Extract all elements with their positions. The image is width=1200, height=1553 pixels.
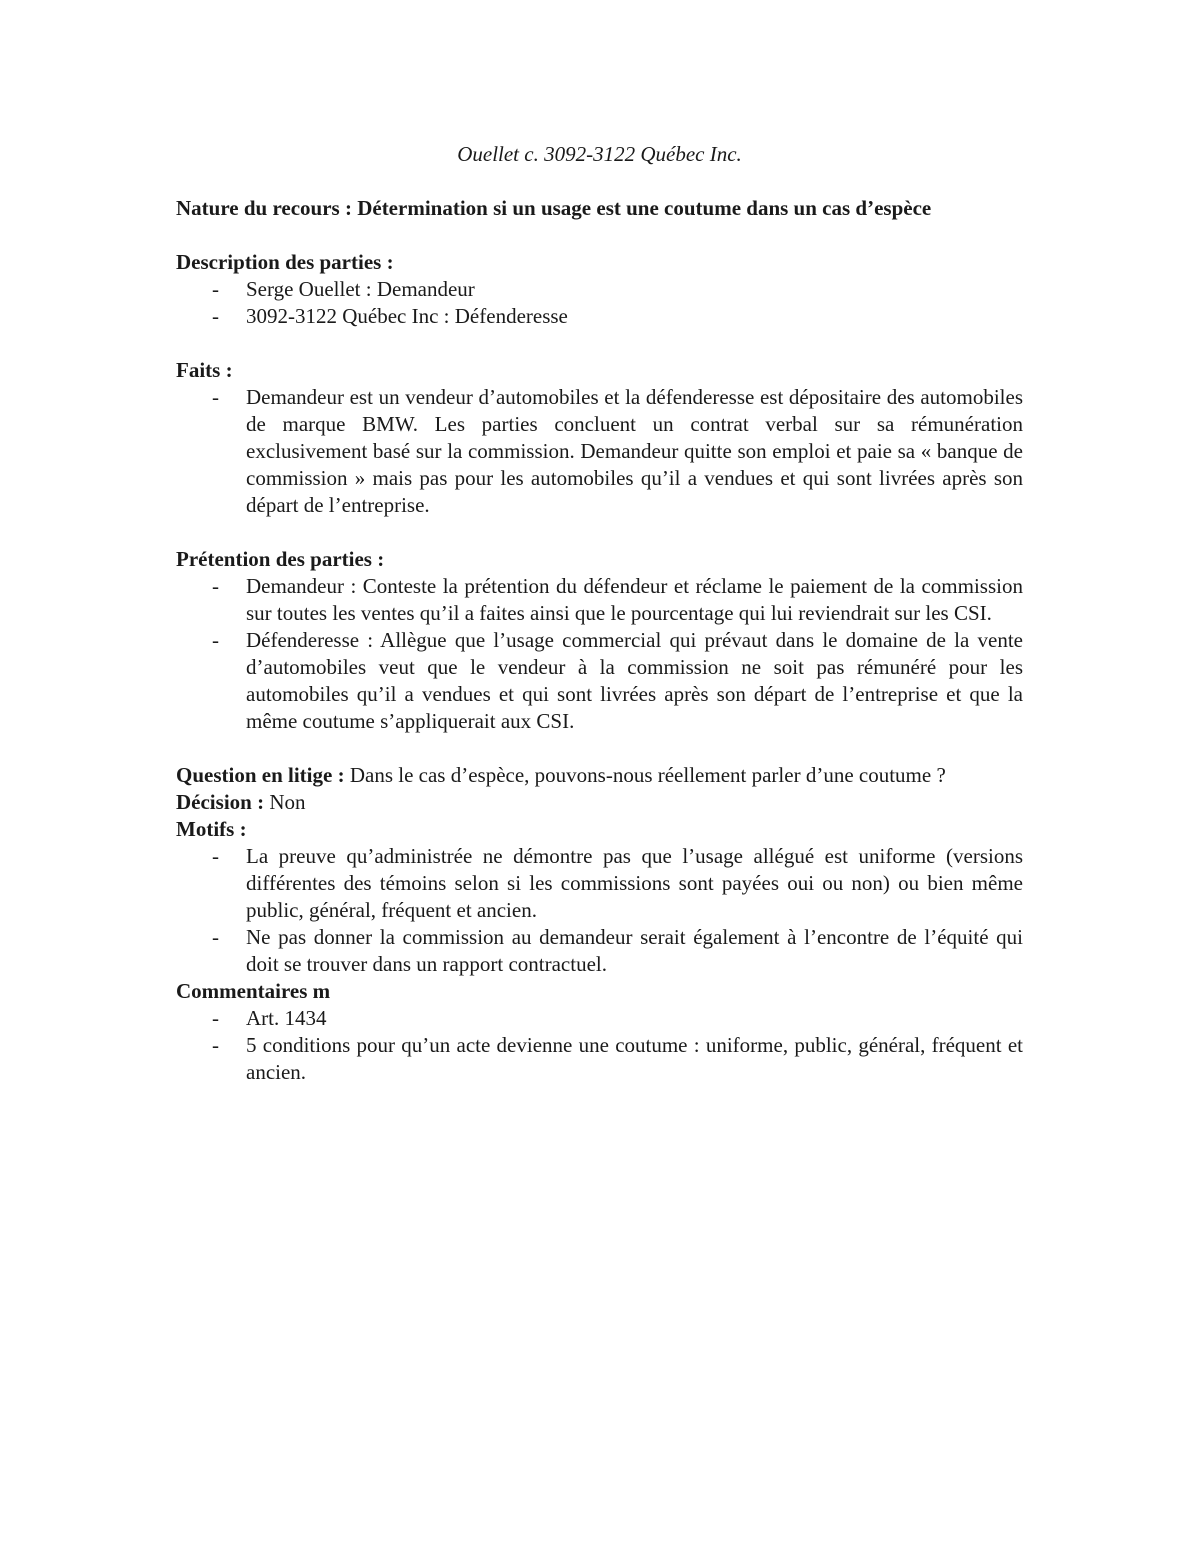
dash-bullet: - (212, 844, 219, 868)
list-item (176, 627, 1023, 735)
section-motifs (176, 816, 1023, 978)
question-text: Dans le cas d’espèce, pouvons-nous réellement parler d’une coutume ? (344, 763, 946, 787)
faits-list (176, 384, 1023, 519)
section-question (176, 762, 1023, 789)
document-title: Ouellet c. 3092-3122 Québec Inc. (457, 142, 742, 166)
list-item (176, 384, 1023, 519)
nature-du-recours-text: Nature du recours : Détermination si un usage est une coutume dans un cas d’espèce (176, 196, 932, 220)
document-page (176, 141, 1023, 1086)
section-decision (176, 789, 1023, 816)
list-item (176, 1032, 1023, 1086)
pretention-list (176, 573, 1023, 735)
dash-bullet: - (212, 304, 219, 328)
motifs-list (176, 843, 1023, 978)
list-item (176, 924, 1023, 978)
question-en-litige (176, 762, 1023, 789)
parties-list (176, 276, 1023, 330)
dash-bullet: - (212, 1033, 219, 1057)
list-item (176, 843, 1023, 924)
list-item-text: Ne pas donner la commission au demandeur serait également à l’encontre de l’équité qui doit se trouver dans un rapport contractuel. (246, 925, 1023, 976)
section-commentaires (176, 978, 1023, 1086)
commentaires-heading: Commentaires m (176, 979, 331, 1003)
decision-text: Non (264, 790, 306, 814)
decision (176, 789, 1023, 816)
pretention-heading: Prétention des parties : (176, 547, 385, 571)
list-item-text: 5 conditions pour qu’un acte devienne une coutume : uniforme, public, général, fréquent et ancien. (246, 1033, 1023, 1084)
list-item-text: Art. 1434 (246, 1006, 327, 1030)
section-faits (176, 357, 1023, 519)
list-item-text: Demandeur est un vendeur d’automobiles et la défenderesse est dépositaire des automobiles de marque BMW. Les parties concluent un contrat verbal sur sa rémunération exclusivement basé sur la commission. Demandeur quitte son emploi et paie sa « banque de commission » mais pas pour les automobiles qu’il a vendues et qui sont livrées après son départ de l’entreprise. (246, 385, 1023, 517)
list-item (176, 303, 1023, 330)
list-item-text: Défenderesse : Allègue que l’usage commercial qui prévaut dans le domaine de la vente d’automobiles veut que le vendeur à la commission ne soit pas rémunéré pour les automobiles qu’il a vendues et qui sont livrées après son départ de l’entreprise et que la même coutume s’appliquerait aux CSI. (246, 628, 1023, 733)
list-item-text: 3092-3122 Québec Inc : Défenderesse (246, 304, 568, 328)
section-parties (176, 249, 1023, 330)
faits-heading: Faits : (176, 358, 233, 382)
parties-heading: Description des parties : (176, 250, 394, 274)
list-item (176, 573, 1023, 627)
section-pretention (176, 546, 1023, 735)
dash-bullet: - (212, 628, 219, 652)
motifs-heading: Motifs : (176, 817, 247, 841)
list-item-text: Demandeur : Conteste la prétention du défendeur et réclame le paiement de la commission sur toutes les ventes qu’il a faites ainsi que le pourcentage qui lui reviendrait sur les CSI. (246, 574, 1023, 625)
list-item (176, 1005, 1023, 1032)
question-label: Question en litige : (176, 763, 345, 787)
nature-du-recours (176, 195, 1023, 222)
dash-bullet: - (212, 925, 219, 949)
list-item-text: La preuve qu’administrée ne démontre pas que l’usage allégué est uniforme (versions différentes des témoins selon si les commissions sont payées oui ou non) ou bien même public, général, fréquent et ancien. (246, 844, 1023, 922)
dash-bullet: - (212, 277, 219, 301)
dash-bullet: - (212, 385, 219, 409)
dash-bullet: - (212, 1006, 219, 1030)
list-item-text: Serge Ouellet : Demandeur (246, 277, 475, 301)
dash-bullet: - (212, 574, 219, 598)
commentaires-list (176, 1005, 1023, 1086)
decision-label: Décision : (176, 790, 265, 814)
list-item (176, 276, 1023, 303)
